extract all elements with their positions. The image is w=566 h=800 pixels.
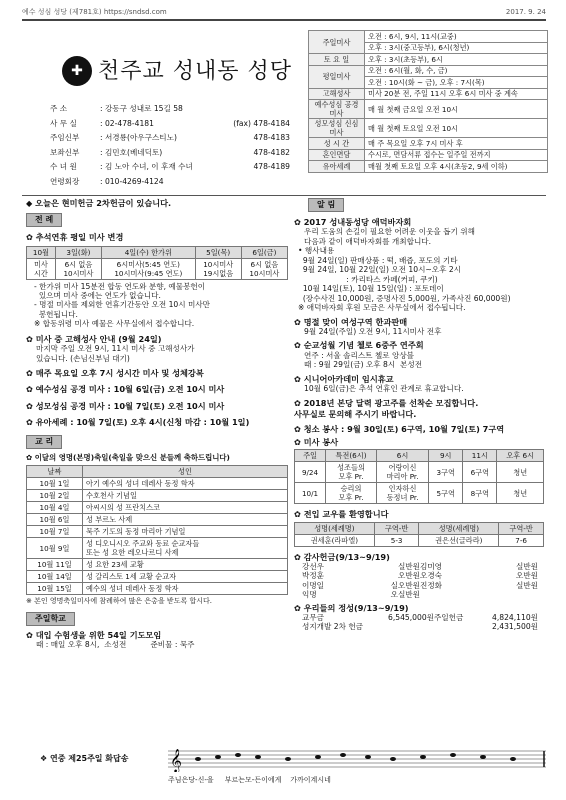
finance-row [302,622,538,631]
schedule-value: 오전 : 6시(월, 화, 수, 금) [365,65,548,77]
food-text: 9월 24일(주일) 오전 9시, 11시미사 전후 [304,326,442,336]
saints-table [26,465,288,595]
charity-items [298,246,546,312]
saints-title-text: 이달의 영명(본명)축일(축일을 맞으신 분들께 축하드립니다) [34,453,230,463]
saint-name: 예수의 성녀 데레사 동정 학자 [83,583,288,595]
mass-serve-title-text: 미사 봉사 [303,437,339,448]
schedule-key: 예수성심 공경미사 [309,100,365,119]
schedule-row [309,138,548,150]
thanks-cell: 진정화 [420,580,443,590]
info-key: 수 녀 원 [50,162,77,171]
saint-date: 10월 9일 [27,538,83,559]
schedule-key: 성 시 간 [309,138,365,150]
schedule-value: 매 주 목요일 오후 7시 미사 후 [365,138,548,150]
saint-name: 아기 예수의 성녀 데레사 동정 학자 [83,478,288,490]
info-value: : 강동구 성내로 15길 58 [100,104,183,113]
saints-head: 날짜 [27,466,83,478]
schedule-row [309,65,548,77]
serve-cell: 6구역 [463,462,497,483]
confession-line: 마지막 주일 오전 9시, 11시 미사 중 고해성사가 [36,344,195,354]
serve-head: 11시 [463,450,497,462]
schedule-row [309,100,548,119]
info-tel: 478-4182 [253,147,290,157]
chuseok-cell: 10월 [27,246,56,258]
mass-serve-title: ✿ 미사 봉사 [294,437,339,448]
saints-title: ✿ 이달의 영명(본명)축일(축일을 맞으신 분들께 축하드립니다) [26,453,230,463]
saint-date: 10월 11일 [27,559,83,571]
charity-item: 9월 24일(일) 판매상품 : 떡, 배즙, 포도의 기타 [298,255,458,265]
table-row [295,534,544,546]
charity-line: 다음과 같이 애덕바자회를 개최합니다. [304,236,432,246]
schedule-row [309,54,548,66]
finance-cell: 4,824,110원 [492,612,538,622]
confession-text [36,344,288,363]
schedule-key: 토 요 일 [309,54,365,66]
chuseok-row [27,246,288,258]
saint-name: 묵주 기도의 동정 마리아 기념일 [83,526,288,538]
header-rule [22,19,546,21]
cello-line: 때 : 9월 29일(금) 오후 8시 본성전 [304,360,423,370]
immaculate-text: 성모성심 공경 미사 : 10월 7일(토) 오전 10시 미사 [35,400,225,411]
svg-text:𝄞: 𝄞 [170,748,182,772]
finance-list [302,613,546,632]
info-value: : 김 노아 수녀, 이 후재 수녀 [100,162,193,171]
charity-item: ※ 애덕바자회 후원 모금은 사무실에서 접수됩니다. [298,303,466,313]
serve-head: 6시 [376,450,428,462]
serve-head: 주일 [295,450,326,462]
thanks-cell: 이명일 [302,580,325,590]
serve-head: 특전(6시) [326,450,377,462]
finance-cell [382,622,434,631]
schedule-value: 매 월 첫째 토요일 오전 10시 [365,119,548,138]
serve-head: 오후 6시 [497,450,544,462]
saint-date: 10월 1일 [27,478,83,490]
move-title: ✿ 전입 교우를 환영합니다 [294,509,389,520]
exam-title: ✿ 대입 수험생을 위한 54일 기도모임 [26,630,162,641]
saint-date: 10월 2일 [27,490,83,502]
chuseok-note: 봉헌됩니다. [34,309,78,319]
chuseok-row [27,258,288,279]
header-left: 예수 성심 성당 (제781호) https://sndsd.com [22,8,167,16]
saint-name: 성 갈리스토 1세 교황 순교자 [83,571,288,583]
saints-note: ※ 본인 영명축일미사에 참례하여 많은 은총을 받도록 합시다. [26,597,212,606]
thanks-cell: 오경숙 [420,571,443,581]
thanks-cell: 박정훈 [302,571,325,581]
saint-date: 10월 4일 [27,502,83,514]
info-row [50,119,290,134]
chuseok-cell: 6시 없음 10시미사 [241,258,287,279]
saint-date: 10월 14일 [27,571,83,583]
charity-item: 10월 14일(토), 10월 15일(일) : 포토데이 [298,284,444,294]
serve-cell: 승리의 모후 Pr. [326,483,377,504]
info-key: 연령회장 [50,176,80,186]
table-row [27,571,288,583]
chuseok-note: - 한가위 미사 15분전 합동 연도와 분향, 예물봉헌이 [34,281,206,291]
info-tel: (fax) 478-4184 [233,118,290,128]
saint-name: 아씨시의 성 프란치스코 [83,502,288,514]
hymn-label-text: 연중 제25주일 화답송 [49,754,129,763]
saints-head-row [27,466,288,478]
thursday-text: 매주 목요일 오후 7시 성시간 미사 및 성체강복 [35,368,204,379]
charity-item: : 카리타스 카페(커피, 쿠키) [298,274,438,284]
serve-cell: 성조들의 모후 Pr. [326,462,377,483]
schedule-key: 혼인면담 [309,149,365,161]
saint-date: 10월 15일 [27,583,83,595]
chuseok-cell: 5일(목) [195,246,241,258]
schedule-row [309,149,548,161]
saint-date: 10월 6일 [27,514,83,526]
thanks-title-text: 감사헌금(9/13~9/19) [303,551,390,562]
section-sunday-school: 주일학교 [26,612,75,626]
chuseok-cell: 6시 없음 10시미사 [55,258,101,279]
charity-item: • 행사내용 [298,246,335,256]
thanks-cell: 오실반원 [390,590,420,600]
cleaning-text: 청소 봉사 : 9월 30일(토) 6구역, 10월 7일(토) 7구역 [303,423,505,434]
info-row [50,162,290,177]
chuseok-note: - 명절 미사를 제외한 연휴기간동안 오전 10시 미사만 [34,300,211,310]
chuseok-table [26,246,288,280]
schedule-value: 수시로, 면담서류 접수는 일주일 전까지 [365,149,548,161]
charity-line: 우리 도움의 손길이 필요한 어려운 이웃을 돕기 위해 [304,227,475,237]
senior-text: 10월 6일(금)은 추석 연휴인 관계로 휴교합니다. [304,383,464,393]
serve-head: 9시 [429,450,463,462]
serve-cell: 10/1 [295,483,326,504]
info-value: : 010-4269-4124 [100,176,164,186]
serve-cell: 9/24 [295,462,326,483]
chuseok-note: ※ 합동위령 미사 예물은 사무실에서 접수합니다. [34,319,195,329]
info-value: : 김민호(베네딕토) [100,147,163,157]
move-head: 구역-반 [499,522,544,534]
header-date: 2017. 9. 24 [505,8,546,16]
thanks-cell: 오반원 [397,571,420,581]
calendar-line: ✿ 2018년 본당 달력 광고주를 선착순 모집합니다. [294,398,479,409]
finance-cell [434,622,486,631]
cello-text [304,351,546,370]
newcomer-table [294,522,544,547]
right-column [294,198,546,632]
move-head: 구역-반 [374,522,419,534]
saint-name: 수호천사 기념일 [83,490,288,502]
confession-title-text: 미사 중 고해성사 안내 (9월 24일) [35,333,162,344]
move-head-row [295,522,544,534]
move-head: 성명(세례명) [295,522,375,534]
notice-line: ◆ 오늘은 현미헌금 2차헌금이 있습니다. [26,198,172,208]
confession-title: ✿ 미사 중 고해성사 안내 (9월 24일) [26,333,162,344]
schedule-key: 평일미사 [309,65,365,88]
schedule-key: 유아세례 [309,161,365,173]
sacred-heart-text: 예수성심 공경 미사 : 10월 6일(금) 오전 10시 미사 [35,384,225,395]
serve-cell: 8구역 [463,483,497,504]
calendar-title [294,398,546,419]
move-cell: 5-3 [374,534,419,546]
left-column [26,198,288,650]
finance-cell: 주일헌금 [434,612,464,622]
thanks-cell: 실반원 [515,580,538,590]
thanks-cell: 익명 [302,590,317,600]
schedule-row [309,31,548,43]
section-notice: 알 림 [308,198,344,212]
info-row [50,104,290,119]
section-rule [22,195,546,196]
table-row [27,514,288,526]
finance-cell: 6,545,000원 [388,612,434,622]
table-row [295,462,544,483]
thanks-cell: 실오반원 [390,580,420,590]
charity-item: 9월 24일, 10월 22일(일) 오전 10시~오후 2시 [298,265,462,275]
saints-head: 성인 [83,466,288,478]
chuseok-cell: 10시미사 19시없음 [195,258,241,279]
thanks-title: ✿ 감사헌금(9/13~9/19) [294,551,390,562]
info-tel: 478-4189 [253,162,290,171]
move-cell: 권은선(글라라) [419,534,499,546]
thanks-cell [479,590,538,599]
saint-date: 10월 7일 [27,526,83,538]
table-row [27,502,288,514]
saint-name: 성 요한 23세 교황 [83,559,288,571]
thanks-row [302,571,538,580]
info-value: : 서경룡(아우구스티노) [100,133,177,142]
thanks-cell: 강선우 [302,561,325,571]
section-doctrine: 교 리 [26,435,62,449]
hymn-label: ❖ 연중 제25주일 화답송 [40,754,129,763]
serve-cell: 청년 [497,483,544,504]
info-row [50,148,290,163]
charity-title-text: 2017 성내동성당 애덕바자회 [303,217,412,227]
info-key: 주임신부 [50,133,80,142]
table-row [27,478,288,490]
baptism-text: 유아세례 : 10월 7일(토) 오후 4시(신청 마감 : 10월 1일) [35,416,250,427]
mass-serve-table [294,449,544,504]
notice-text: 오늘은 현미헌금 2차헌금이 있습니다. [35,198,172,208]
serve-cell: 인자하신 동정녀 Pr. [376,483,428,504]
thanks-cell: 오반원 [515,571,538,581]
thanks-cell: 실반원 [515,561,538,571]
finance-title-text: 우리들의 정성(9/13~9/19) [303,602,409,613]
thanks-list [302,562,546,600]
info-row [50,133,290,148]
food-title-text: 명절 맞이 여성구역 한과판매 [303,316,408,327]
immaculate-line: ✿ 성모성심 공경 미사 : 10월 7일(토) 오전 10시 미사 [26,400,225,411]
schedule-row [309,119,548,138]
table-row [27,538,288,559]
info-key: 보좌신부 [50,147,80,157]
thanks-cell [420,590,479,599]
food-title: ✿ 명절 맞이 여성구역 한과판매 [294,316,408,327]
chuseok-notes [34,282,288,329]
table-row [295,483,544,504]
move-cell: 권세훈(라파엘) [295,534,375,546]
hymn-lyrics: 주님은당-신-을 부르는모-든이에게 가까이계시네 [168,776,331,784]
schedule-value: 오후 : 3시(초등부), 6시 [365,54,548,66]
cleaning-line: ✿ 청소 봉사 : 9월 30일(토) 6구역, 10월 7일(토) 7구역 [294,423,505,434]
charity-item: (장수사진 10,000원, 증명사진 5,000원, 가족사진 60,000원) [298,293,511,303]
page-header [22,8,546,17]
schedule-value: 매 월 첫째 금요일 오전 10시 [365,100,548,119]
schedule-key: 주일미사 [309,31,365,54]
saint-name: 성 부르노 사제 [83,514,288,526]
saint-name: 성 디오니시오 주교와 동료 순교자들 또는 성 요한 레오나르디 사제 [83,538,288,559]
info-row [50,177,290,192]
schedule-row [309,161,548,173]
thanks-row [302,581,538,590]
church-info [50,104,290,191]
senior-title-text: 시니어아카데미 임시휴교 [303,373,394,384]
cello-line: 연주 : 서울 솔리스트 첼로 앙상블 [304,350,414,360]
finance-cell: 2,431,500원 [492,622,538,632]
move-title-text: 전입 교우를 환영합니다 [303,509,389,520]
sacred-heart-line: ✿ 예수성심 공경 미사 : 10월 6일(금) 오전 10시 미사 [26,384,225,395]
schedule-key: 성모성심 신심미사 [309,119,365,138]
schedule-value: 오전 : 6시, 9시, 11시(교중) [365,31,548,43]
table-row [27,583,288,595]
move-cell: 7-6 [499,534,544,546]
exam-title-text: 대입 수험생을 위한 54일 기도모임 [35,630,162,641]
exam-text: 때 : 매일 오후 8시, 소성전 준비물 : 묵주 [36,640,195,650]
table-row [27,526,288,538]
chuseok-cell: 4일(수) 한가위 [102,246,196,258]
church-logo-icon: ✚ [62,56,92,86]
cello-title: ✿ 순교성월 기념 첼로 6중주 연주회 [294,340,424,351]
info-tel: 478-4183 [253,133,290,142]
charity-text [304,227,546,246]
chuseok-title-text: 추석연휴 평일 미사 변경 [35,232,124,243]
move-head: 성명(세례명) [419,522,499,534]
finance-title: ✿ 우리들의 정성(9/13~9/19) [294,602,409,613]
info-key: 사 무 실 [50,118,77,128]
schedule-key: 고해성사 [309,88,365,100]
schedule-value: 매월 첫째 토요일 오후 4시(초등2, 9세 이하) [365,161,548,173]
thursday-line: ✿ 매주 목요일 오후 7시 성시간 미사 및 성체강복 [26,368,204,379]
serve-head-row [295,450,544,462]
chuseok-cell: 6시미사(5:45 연도) 10시미사(9:45 연도) [102,258,196,279]
serve-cell: 3구역 [429,462,463,483]
mass-schedule-table [308,30,548,173]
serve-cell: 5구역 [429,483,463,504]
serve-cell: 어랑이신 마리아 Pr. [376,462,428,483]
schedule-value: 오전 : 10시(화 ~ 금), 오후 : 7시(목) [365,77,548,89]
charity-title: ✿ 2017 성내동성당 애덕바자회 [294,217,412,227]
table-row [27,490,288,502]
section-liturgy: 전 례 [26,213,62,227]
chuseok-cell: 미사 시간 [27,258,56,279]
confession-line: 있습니다. (손님신부님 대기) [36,353,130,363]
baptism-line: ✿ 유아세례 : 10월 7일(토) 오후 4시(신청 마감 : 10월 1일) [26,416,250,427]
schedule-row [309,88,548,100]
info-value: : 02-478-4181 [100,118,154,128]
thanks-row [302,562,538,571]
schedule-value: 오후 : 3시(중고등부), 6시(청년) [365,42,548,54]
calendar-line: 사무실로 문의해 주시기 바랍니다. [294,408,417,419]
cello-title-text: 순교성월 기념 첼로 6중주 연주회 [303,340,424,351]
thanks-row [302,590,538,599]
chuseok-note: 있으며 미사 중에는 연도가 없습니다. [34,290,161,300]
table-row [27,559,288,571]
info-key: 주 소 [50,104,68,113]
chuseok-cell: 6일(금) [241,246,287,258]
finance-cell: 성지개발 2차 헌금 [302,622,364,632]
finance-cell: 교무금 [302,612,325,622]
thanks-cell: 실반원 [397,561,420,571]
music-score [168,748,546,782]
senior-title: ✿ 시니어아카데미 임시휴교 [294,373,394,384]
serve-cell: 청년 [497,462,544,483]
schedule-value: 미사 20분 전, 주일 11시 오후 6시 미사 중 계속 [365,88,548,100]
chuseok-title: ✿ 추석연휴 평일 미사 변경 [26,232,124,243]
chuseok-cell: 3일(화) [55,246,101,258]
music-staff-icon [168,748,546,772]
thanks-cell: 김미영 [420,561,443,571]
church-name: 천주교 성내동 성당 [98,59,293,84]
